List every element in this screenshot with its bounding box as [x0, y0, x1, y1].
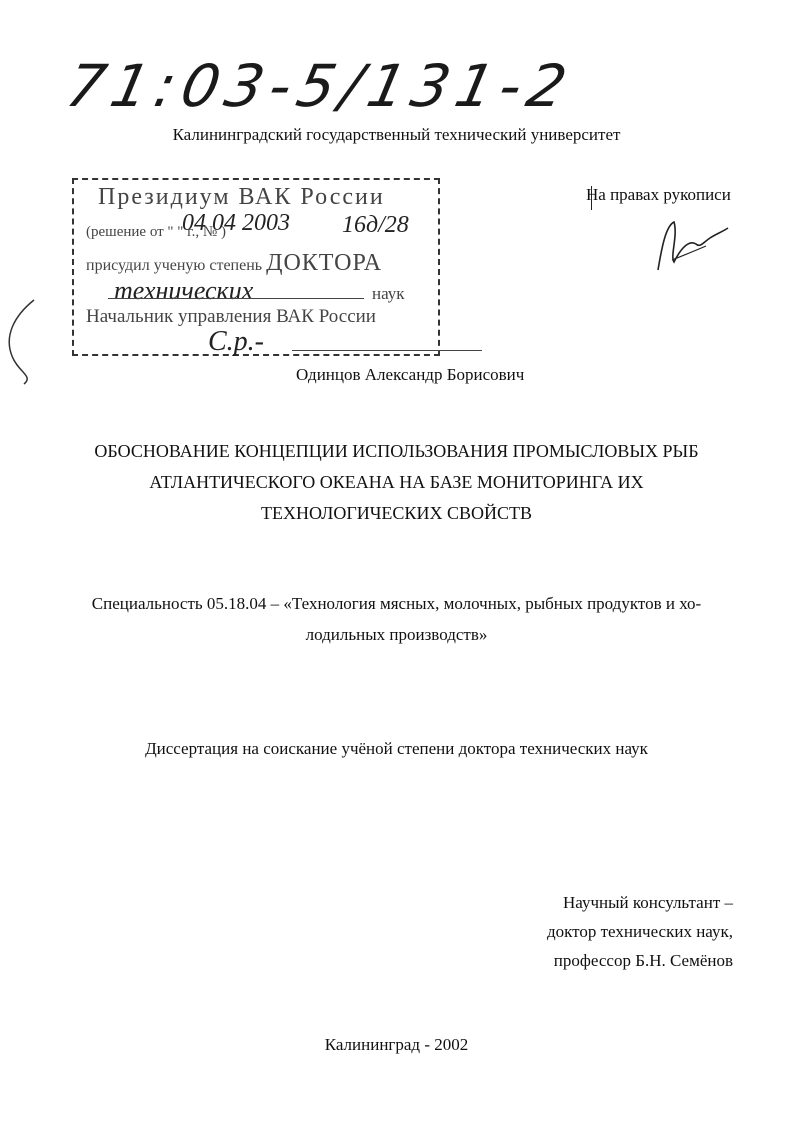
stamp-head: Начальник управления ВАК России [86, 306, 376, 327]
stamp-sciences: наук [372, 284, 405, 303]
specialty [60, 588, 733, 650]
stamp-field: технических [114, 276, 254, 305]
stamp-decision-label: (решение от " " г., № ) [86, 224, 226, 240]
author-name: Одинцов Александр Борисович [296, 365, 525, 384]
title-line: ТЕХНОЛОГИЧЕСКИХ СВОЙСТВ [261, 503, 532, 523]
stamp-pen-stroke [0, 296, 44, 386]
city-year: Калининград - 2002 [324, 1035, 469, 1054]
author-signature [652, 216, 732, 276]
consultant-line: Научный консультант – [563, 893, 733, 912]
stamp-signature: С.р.- [208, 326, 264, 357]
dissertation-title [60, 436, 733, 529]
title-line: АТЛАНТИЧЕСКОГО ОКЕАНА НА БАЗЕ МОНИТОРИНГА ИХ [149, 472, 644, 492]
dissertation-statement: Диссертация на соискание учёной степени доктора технических наук [145, 739, 648, 758]
stamp-date: 04 04 2003 [182, 210, 290, 236]
specialty-line: Специальность 05.18.04 – «Технология мясных, молочных, рыбных продуктов и хо- [91, 594, 702, 613]
university-name: Калининградский государственный технический университет [172, 125, 621, 144]
vak-stamp [72, 178, 440, 356]
specialty-line: лодильных производств» [305, 625, 488, 644]
stamp-degree: ДОКТОРА [266, 250, 383, 276]
stamp-field-rule [108, 298, 364, 299]
title-line: ОБОСНОВАНИЕ КОНЦЕПЦИИ ИСПОЛЬЗОВАНИЯ ПРОМЫСЛОВЫХ РЫБ [94, 441, 699, 461]
manuscript-note: На правах рукописи [586, 185, 731, 204]
archive-code: 71:03-5/131-2 [60, 52, 580, 120]
stamp-number: 16д/28 [342, 212, 409, 238]
stamp-degree-label: присудил ученую степень [86, 257, 263, 274]
stamp-title: Президиум ВАК России [98, 184, 385, 210]
scientific-consultant [547, 888, 733, 975]
consultant-line: доктор технических наук, [546, 922, 733, 941]
stamp-signature-rule [292, 350, 482, 351]
consultant-line: профессор Б.Н. Семёнов [553, 951, 733, 970]
stamp-degree-line [86, 250, 382, 277]
